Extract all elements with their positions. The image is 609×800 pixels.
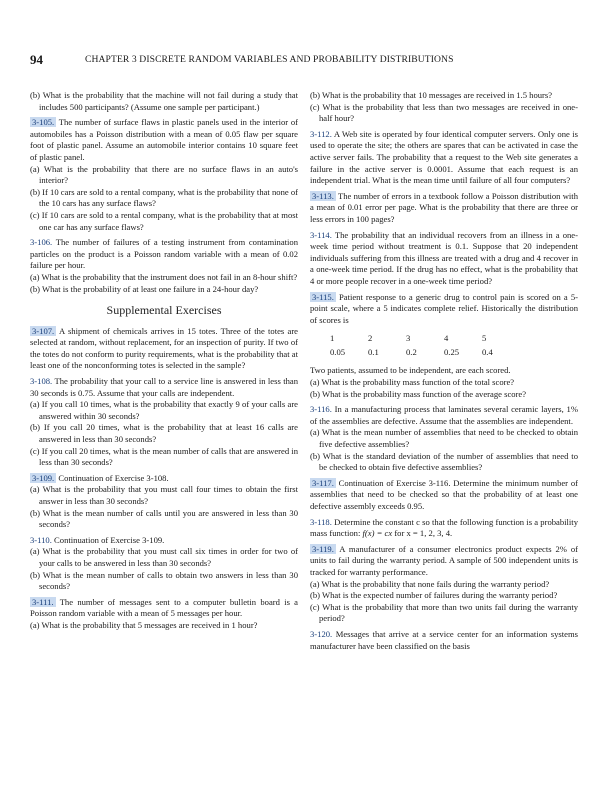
exercise-text: Patient response to a generic drug to control pain is scored on a 5-point scale, where a 5 indicates complete relief. Historically the distribution of scores is bbox=[310, 291, 578, 325]
exercise-number: 3-109. bbox=[32, 472, 55, 483]
exercise-3-117 bbox=[310, 478, 578, 513]
exercise-part: (b) If you call 20 times, what is the probability that at least 16 calls are answered in less than 30 seconds? bbox=[30, 422, 298, 445]
table-cell: 3 bbox=[406, 333, 411, 344]
table-cell: 0.4 bbox=[482, 346, 493, 357]
exercise-part: (b) What is the probability mass function of the average score? bbox=[310, 388, 527, 399]
exercise-3-116 bbox=[310, 404, 578, 427]
exercise-part: (b) What is the mean number of calls to obtain two answers in less than 30 seconds? bbox=[30, 569, 298, 592]
exercise-part: (c) If you call 20 times, what is the mean number of calls that are answered in less than 30 seconds? bbox=[30, 445, 298, 468]
table-cell: 0.25 bbox=[444, 346, 460, 357]
exercise-number: 3-115. bbox=[312, 291, 334, 302]
exercise-3-111 bbox=[30, 597, 298, 620]
exercise-number: 3-113. bbox=[312, 190, 334, 201]
exercise-3-120 bbox=[310, 629, 578, 652]
exercise-text: Continuation of Exercise 3-109. bbox=[54, 534, 165, 545]
exercise-number: 3-105. bbox=[32, 117, 55, 128]
exercise-text: Two patients, assumed to be independent, are each scored. bbox=[310, 365, 511, 376]
exercise-part: (a) If you call 10 times, what is the probability that exactly 9 of your calls are answered within 30 seconds? bbox=[30, 399, 298, 421]
table-row bbox=[330, 346, 520, 360]
exercise-number: 3-111. bbox=[32, 596, 54, 607]
exercise-3-109 bbox=[30, 473, 298, 485]
exercise-part: (b) What is the probability that 10 messages are received in 1.5 hours? bbox=[310, 90, 553, 100]
table-cell: 0.1 bbox=[368, 346, 379, 357]
exercise-number: 3-120. bbox=[310, 628, 333, 639]
exercise-text: for x = 1, 2, 3, 4. bbox=[392, 528, 453, 539]
exercise-number: 3-112. bbox=[310, 128, 332, 139]
exercise-3-108 bbox=[30, 376, 298, 399]
formula: f(x) = cx bbox=[362, 528, 393, 539]
exercise-part: (b) What is the probability of at least one failure in a 24-hour day? bbox=[30, 283, 259, 294]
table-cell: 4 bbox=[444, 333, 449, 344]
page-number: 94 bbox=[30, 52, 43, 67]
exercise-part: (b) If 10 cars are sold to a rental company, what is the probability that none of the 10 cars has any surface flaws? bbox=[30, 186, 298, 209]
exercise-text: The probability that an individual recovers from an illness in a one-week time period without treatment is 0.1. Suppose that 20 independent individuals suffering from this illness are treated with a drug and 4 recover in a one-week time period. If the drug has no effect, what is the probability that 4 or more people recover in a one-week time period? bbox=[310, 229, 578, 286]
exercise-text: The number of surface flaws in plastic panels used in the interior of automobiles has a Poisson distribution with a mean of 0.05 flaw per square foot of plastic panel. Assume an automobile interior contains 10 square feet of plastic panel. bbox=[30, 117, 298, 162]
score-distribution-table bbox=[330, 332, 520, 359]
exercise-text: In a manufacturing process that laminates several ceramic layers, 1% of the assemblies are defective. Assume that the assemblies are independent. bbox=[310, 404, 578, 426]
table-cell: 5 bbox=[482, 333, 487, 344]
exercise-part: (a) What is the mean number of assemblies that need to be checked to obtain five defective assemblies? bbox=[310, 427, 578, 450]
exercise-text: The number of failures of a testing instrument from contamination particles on the product is a Poisson random variable with a mean of 0.02 failure per hour. bbox=[30, 237, 299, 271]
table-cell: 1 bbox=[330, 333, 335, 344]
exercise-number: 3-119. bbox=[312, 543, 334, 554]
exercise-3-118 bbox=[310, 517, 578, 540]
table-cell: 2 bbox=[368, 333, 373, 344]
exercise-part: (b) What is the expected number of failures during the warranty period? bbox=[310, 590, 558, 601]
exercise-3-107 bbox=[30, 326, 298, 372]
exercise-number: 3-108. bbox=[30, 376, 53, 387]
exercise-text: The probability that your call to a service line is answered in less than 30 seconds is 0.75. Assume that your calls are independent. bbox=[30, 376, 298, 398]
exercise-3-113 bbox=[310, 191, 578, 226]
table-cell: 0.2 bbox=[406, 346, 417, 357]
exercise-number: 3-118. bbox=[310, 516, 332, 527]
exercise-part: (a) What is the probability that the instrument does not fail in an 8-hour shift? bbox=[30, 271, 298, 282]
exercise-text: Determine the constant c so that the following function is a probability mass function: bbox=[310, 516, 578, 539]
exercise-text: A Web site is operated by four identical computer servers. Only one is used to operate the site; the others are spares that can be activated in case the active server fails. The probability that a request to the Web site generates a failure in the active server is 0.0001. Assume that each request is an independent trial. What is the mean time until failure of all four computers? bbox=[310, 128, 578, 186]
exercise-part: (c) What is the probability that less than two messages are received in one-half hour? bbox=[310, 101, 578, 124]
table-row bbox=[330, 332, 520, 346]
exercise-3-119 bbox=[310, 544, 578, 579]
exercise-number: 3-106. bbox=[30, 237, 53, 248]
exercise-part: (a) What is the probability that there are no surface flaws in an auto's interior? bbox=[30, 163, 298, 186]
exercise-number: 3-114. bbox=[310, 229, 332, 240]
right-column bbox=[310, 90, 578, 652]
exercise-number: 3-107. bbox=[32, 325, 55, 336]
exercise-part: (b) What is the probability that the machine will not fail during a study that includes 500 participants? (Assume one sample per participant.) bbox=[30, 90, 298, 112]
exercise-3-114 bbox=[310, 230, 578, 288]
section-title: Supplemental Exercises bbox=[106, 303, 222, 318]
chapter-title: CHAPTER 3 DISCRETE RANDOM VARIABLES AND PROBABILITY DISTRIBUTIONS bbox=[85, 54, 454, 65]
exercise-3-115 bbox=[310, 292, 578, 327]
exercise-text: Continuation of Exercise 3-116. Determine the minimum number of assemblies that need to be checked so that the probability of at least one defective assembly exceeds 0.95. bbox=[310, 477, 578, 511]
exercise-part: (c) If 10 cars are sold to a rental company, what is the probability that at most one car has any surface flaws? bbox=[30, 209, 298, 232]
exercise-3-105 bbox=[30, 117, 298, 163]
exercise-part: (b) What is the standard deviation of the number of assemblies that need to be checked to obtain five defective assemblies? bbox=[310, 450, 578, 473]
exercise-part: (a) What is the probability that you must call four times to obtain the first answer in less than 30 seconds? bbox=[30, 484, 298, 506]
exercise-text: A manufacturer of a consumer electronics product expects 2% of units to fail during the warranty period. A sample of 500 independent units is tracked for warranty performance. bbox=[310, 543, 578, 577]
exercise-part: (a) What is the probability that 5 messages are received in 1 hour? bbox=[30, 619, 258, 630]
left-column bbox=[30, 90, 298, 632]
page-header bbox=[30, 52, 590, 70]
exercise-3-112 bbox=[310, 129, 578, 187]
exercise-number: 3-110. bbox=[30, 534, 52, 545]
exercise-part: (c) What is the probability that more than two units fail during the warranty period? bbox=[310, 601, 578, 624]
exercise-part: (a) What is the probability that none fails during the warranty period? bbox=[310, 578, 550, 589]
exercise-text: The number of errors in a textbook follow a Poisson distribution with a mean of 0.01 error per page. What is the probability that there are three or less errors in 100 pages? bbox=[310, 190, 578, 224]
exercise-part: (b) What is the mean number of calls until you are answered in less than 30 seconds? bbox=[30, 507, 298, 530]
exercise-text: A shipment of chemicals arrives in 15 totes. Three of the totes are selected at random, without replacement, for an inspection of purity. If two of the totes do not conform to purity requirements, what is the probability that at least one of the nonconforming totes is selected in the sample? bbox=[30, 325, 298, 371]
exercise-text: Messages that arrive at a service center for an information systems manufacturer have been classified on the basis bbox=[310, 628, 578, 651]
exercise-number: 3-117. bbox=[312, 477, 334, 488]
exercise-part: (a) What is the probability mass function of the total score? bbox=[310, 377, 515, 388]
exercise-text: The number of messages sent to a computer bulletin board is a Poisson random variable with a mean of 5 messages per hour. bbox=[30, 596, 299, 619]
exercise-3-110 bbox=[30, 535, 298, 547]
exercise-text: Continuation of Exercise 3-108. bbox=[58, 472, 169, 483]
exercise-number: 3-116. bbox=[310, 404, 332, 415]
exercise-part: (a) What is the probability that you must call six times in order for two of your calls to be answered in less than 30 seconds? bbox=[30, 546, 298, 568]
exercise-3-106 bbox=[30, 237, 298, 272]
table-cell: 0.05 bbox=[330, 346, 346, 357]
